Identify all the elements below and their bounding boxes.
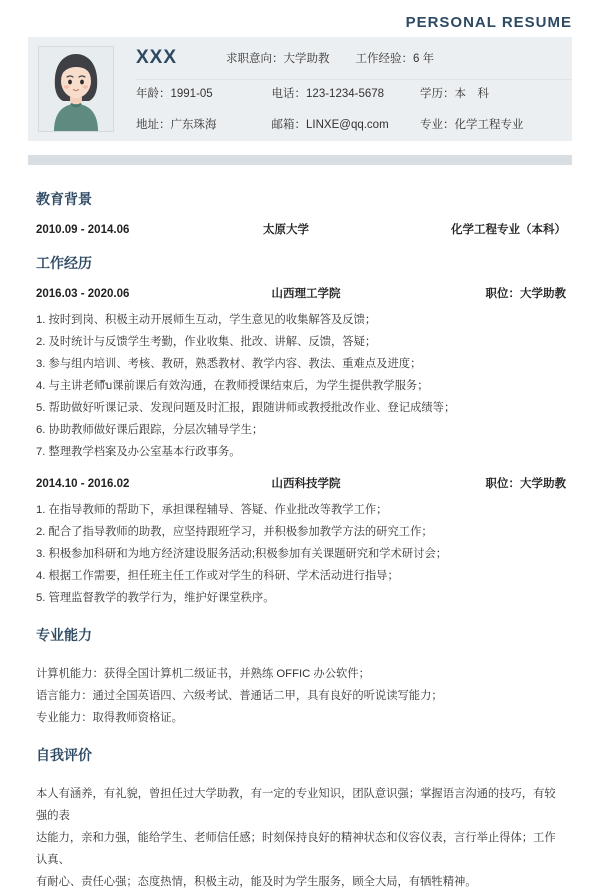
list-item: 4. 与主讲老师ับ课前课后有效沟通，在教师授课结束后，为学生提供教学服务； — [36, 380, 429, 393]
work-company-2: 山西科技学院 — [271, 478, 341, 491]
field-age — [136, 88, 272, 102]
field-email — [272, 119, 420, 133]
section-divider-band — [28, 155, 572, 165]
document-title: PERSONAL RESUME — [405, 14, 572, 31]
field-address-label: 地址： — [136, 118, 171, 131]
header-info — [114, 37, 572, 141]
list-item: 计算机能力：获得全国计算机二级证书，并熟练 OFFIC 办公软件； — [36, 668, 370, 681]
list-item: 2. 及时统计与反馈学生考勤，作业收集、批改、讲解、反馈，答疑； — [36, 336, 377, 349]
work-duties-2 — [36, 499, 566, 609]
work-experience-label: 工作经验： — [355, 53, 413, 65]
list-item: 6. 协助教师做好课后跟踪，分层次辅导学生； — [36, 424, 264, 437]
field-email-value: LINXE@qq.com — [306, 118, 389, 131]
field-age-label: 年龄： — [136, 88, 171, 101]
job-intent-value: 大学助教 — [283, 53, 330, 65]
work-experience — [356, 50, 435, 66]
section-title-work: 工作经历 — [36, 255, 92, 271]
field-address-value: 广东珠海 — [170, 118, 217, 131]
list-item: 语言能力：通过全国英语四、六级考试、普通话二甲，具有良好的听说读写能力； — [36, 690, 443, 703]
work-duties-1 — [36, 309, 566, 463]
header-primary-row — [136, 37, 572, 80]
work-role-2: 职位：大学助教 — [485, 478, 566, 491]
field-degree — [420, 88, 562, 102]
skills-list — [36, 663, 566, 729]
header-block — [28, 37, 572, 141]
self-evaluation-line-1: 本人有涵养，有礼貌，曾担任过大学助教，有一定的专业知识，团队意识强；掌握语言沟通的技巧，有较强的表 — [36, 788, 556, 823]
job-intent-label: 求职意向： — [226, 53, 284, 65]
field-email-label: 邮箱： — [271, 118, 307, 131]
section-title-self-evaluation: 自我评价 — [36, 747, 92, 764]
education-entry — [36, 221, 566, 237]
self-evaluation-line-2: 达能力，亲和力强，能给学生、老师信任感；时刻保持良好的精神状态和仪容仪表，言行举止得体；工作认真、 — [36, 832, 556, 867]
section-title-skills: 专业能力 — [36, 627, 92, 644]
field-major-value: 化学工程专业 — [454, 118, 524, 131]
field-degree-label: 学历： — [420, 88, 455, 101]
field-degree-value: 本 科 — [454, 88, 489, 101]
header-contact-grid — [136, 80, 572, 141]
list-item: 1. 按时到岗、积极主动开展师生互动，学生意见的收集解答及反馈； — [36, 314, 377, 326]
field-address — [136, 119, 272, 133]
list-item: 5. 管理监督教学的教学行为，维护好课堂秩序。 — [36, 592, 275, 605]
self-evaluation-line-3: 有耐心、责任心强；态度热情，积极主动，能及时为学生服务，顾全大局，有牺牲精神。 — [36, 876, 477, 889]
education-date: 2010.09 - 2014.06 — [36, 224, 130, 236]
list-item: 3. 参与组内培训、考核、教研，熟悉教材、教学内容、教法、重难点及进度； — [36, 358, 422, 371]
work-company-1: 山西理工学院 — [271, 288, 341, 300]
field-phone-label: 电话： — [271, 88, 307, 101]
list-item: 4. 根据工作需要，担任班主任工作或对学生的科研、学术活动进行指导； — [36, 570, 399, 583]
job-intent — [226, 50, 330, 66]
field-phone — [272, 88, 420, 102]
field-major-label: 专业： — [420, 118, 455, 131]
list-item: 3. 积极参加科研和为地方经济建设服务活动;积极参加有关课题研究和学术研讨会； — [36, 548, 448, 561]
work-date-1: 2016.03 - 2020.06 — [36, 288, 130, 300]
section-title-education: 教育背景 — [36, 191, 92, 207]
avatar-illustration — [39, 47, 113, 131]
field-major — [420, 119, 562, 133]
field-phone-value: 123-1234-5678 — [306, 88, 385, 101]
list-item: 专业能力：取得教师资格证。 — [36, 712, 183, 725]
list-item: 7. 整理教学档案及办公室基本行政事务。 — [36, 446, 241, 459]
field-age-value: 1991-05 — [170, 88, 213, 101]
candidate-name: XXX — [136, 47, 178, 68]
work-experience-value: 6 年 — [413, 53, 435, 65]
list-item: 1. 在指导教师的帮助下，承担课程辅导、答疑、作业批改等教学工作； — [36, 504, 388, 517]
list-item: 5. 帮助做好听课记录、发现问题及时汇报，跟随讲师或教授批改作业、登记成绩等； — [36, 402, 456, 415]
education-school: 太原大学 — [263, 224, 309, 236]
work-entry-header-1 — [36, 285, 566, 301]
spacer — [28, 463, 572, 475]
work-entry-header-2 — [36, 475, 566, 491]
resume-body — [28, 165, 572, 893]
list-item: 2. 配合了指导教师的助教，应坚持跟班学习，并积极参加教学方法的研究工作； — [36, 526, 433, 539]
education-major: 化学工程专业（本科） — [451, 224, 566, 236]
work-date-2: 2014.10 - 2016.02 — [36, 478, 130, 491]
work-role-1: 职位：大学助教 — [485, 288, 566, 300]
avatar — [38, 46, 114, 132]
